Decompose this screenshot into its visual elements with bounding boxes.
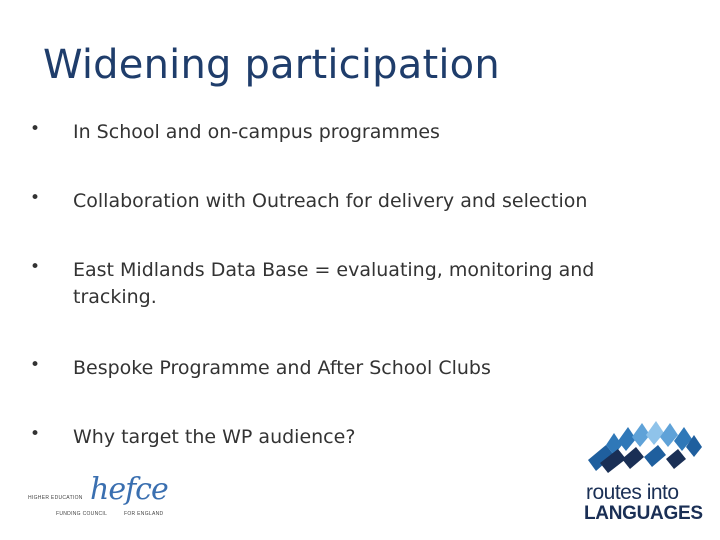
bullet-item <box>30 119 680 146</box>
bullet-marker: • <box>30 257 41 277</box>
bullet-text: Collaboration with Outreach for delivery and selection <box>73 190 588 212</box>
slide-title: Widening participation <box>43 42 500 88</box>
routes-into-languages-logo <box>578 415 708 530</box>
hefce-logo-line1: HIGHER EDUCATION <box>28 495 83 501</box>
routes-logo-line2: LANGUAGES <box>584 503 703 524</box>
bullet-text: Bespoke Programme and After School Clubs <box>73 357 491 379</box>
bullet-item <box>30 355 680 382</box>
bullet-text: In School and on-campus programmes <box>73 121 440 143</box>
hefce-logo-line2: FUNDING COUNCIL <box>56 511 108 517</box>
bullet-item <box>30 257 680 311</box>
bullet-marker: • <box>30 355 41 375</box>
bullet-text: Why target the WP audience? <box>73 426 356 448</box>
routes-logo-line1: routes into <box>586 481 679 504</box>
bullet-marker: • <box>30 119 41 139</box>
chevrons-icon <box>578 415 708 485</box>
bullet-marker: • <box>30 188 41 208</box>
hefce-logo-word: hefce <box>90 472 168 507</box>
bullet-text: East Midlands Data Base = evaluating, monitoring and tracking. <box>73 259 595 308</box>
hefce-logo-line3: FOR ENGLAND <box>124 511 164 517</box>
bullet-marker: • <box>30 424 41 444</box>
bullet-item <box>30 188 680 215</box>
hefce-logo <box>28 472 168 524</box>
